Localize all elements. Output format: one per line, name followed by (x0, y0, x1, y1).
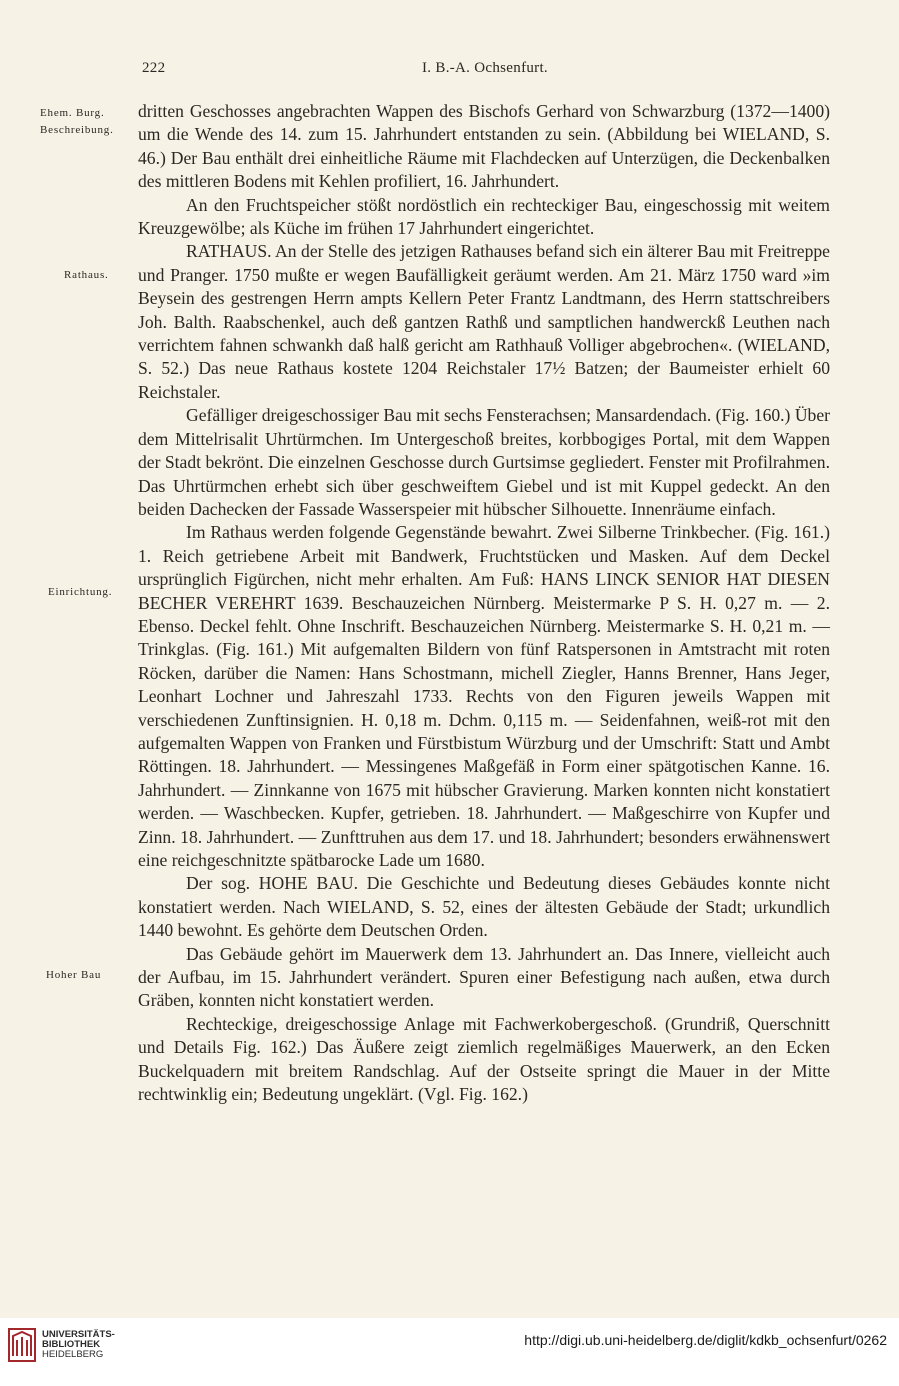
margin-note-ehem-burg: Ehem. Burg. (40, 107, 105, 119)
page-number: 222 (142, 60, 166, 76)
paragraph-rathaus-history: RATHAUS. An der Stelle des jetzigen Rathauses befand sich ein älterer Bau mit Freitreppe und Pranger. 1750 mußte er wegen Baufälligkeit geräumt werden. Am 21. März 1750 ward »im Beysein des gestrengen Herrn ampts Kellern Peter Frantz Landtmann, des Herrn stattschreibers Joh. Balth. Raabschenkel, auch deß gantzen Rathß und samptlichen handwerckß Leuthen nach verrichtem fahnen schwankh daß halß gericht am Rathhauß Volliger abgebrochen«. (WIELAND, S. 52.) Das neue Rathaus kostete 1204 Reichstaler 17½ Batzen; der Baumeister erhielt 60 Reichstaler. (138, 241, 830, 402)
paragraph-rathaus-description: Gefälliger dreigeschossiger Bau mit sechs Fensterachsen; Mansardendach. (Fig. 160.) Über dem Mittelrisalit Uhrtürmchen. Im Untergeschoß breites, korbbogiges Portal, mit dem Wappen der Stadt bekrönt. Die einzelnen Geschosse durch Gurtsimse gegliedert. Fenster mit Profilrahmen. Das Uhrtürmchen erhebt sich über geschweiftem Giebel und ist mit Kuppel gedeckt. An den beiden Dachecken der Fassade Wasserspeier mit hübscher Silhouette. Innenräume einfach. (138, 405, 830, 519)
paragraph-mauerwerk: Das Gebäude gehört im Mauerwerk dem 13. Jahrhundert an. Das Innere, vielleicht auch der Aufbau, im 15. Jahrhundert verändert. Spuren einer Befestigung nach außen, etwa durch Gräben, konnten nicht konstatiert werden. (138, 943, 830, 1011)
university-library-logo-icon (8, 1328, 36, 1362)
paragraph-burg: dritten Geschosses angebrachten Wappen des Bischofs Gerhard von Schwarzburg (1372—1400) um die Wende des 14. zum 15. Jahrhundert entstanden zu sein. (Abbildung bei WIELAND, S. 46.) Der Bau enthält drei einheitliche Räume mit Flachdecken auf Unterzügen, die Deckenbalken des mittleren Bodens mit Kehlen profiliert, 16. Jahrhundert. (138, 101, 830, 192)
paragraph-einrichtung: Im Rathaus werden folgende Gegenstände bewahrt. Zwei Silberne Trinkbecher. (Fig. 161.) 1. Reich getriebene Arbeit mit Bandwerk, Fruchtstücken und Masken. Auf dem Deckel ursprünglich Figürchen, nicht mehr erhalten. Am Fuß: HANS LINCK SENIOR HAT DIESEN BECHER VEREHRT 1639. Beschauzeichen Nürnberg. Meistermarke P S. H. 0,27 m. — 2. Ebenso. Deckel fehlt. Ohne Inschrift. Beschauzeichen Nürnberg. Meistermarke S. H. 0,21 m. — Trinkglas. (Fig. 161.) Mit aufgemalten Bildern von fünf Ratspersonen in Amtstracht mit roten Röcken, darüber die Namen: Hans Schostmann, michell Ziegler, Hanns Brenner, Hans Jeger, Leonhart Lochner und Jahreszahl 1733. Rechts von den Figuren jeweils Wappen mit verschiedenen Zunftinsignien. H. 0,18 m. Dchm. 0,115 m. — Seidenfahnen, weiß-rot mit den aufgemalten Wappen von Franken und Fürstbistum Würzburg und der Umschrift: Statt und Ambt Röttingen. 18. Jahrhundert. — Messingenes Maßgefäß in Form einer spätgotischen Kanne. 16. Jahrhundert. — Zinnkanne von 1675 mit hübscher Gravierung. Marken konnten nicht konstatiert werden. — Waschbecken. Kupfer, getrieben. 18. Jahrhundert. — Maßgeschirre von Kupfer und Zinn. 18. Jahrhundert. — Zunfttruhen aus dem 17. und 18. Jahrhundert; besonders erwähnenswert eine reichgeschnitzte spätbarocke Lade um 1680. (138, 522, 830, 870)
logo-line-2: BIBLIOTHEK (42, 1339, 101, 1350)
running-title: I. B.-A. Ochsenfurt. (422, 60, 548, 76)
paragraph-hoher-bau: Der sog. HOHE BAU. Die Geschichte und Bedeutung dieses Gebäudes konnte nicht konstatiert werden. Nach WIELAND, S. 52, eines der ältesten Gebäude der Stadt; urkundlich 1440 bewohnt. Es gehörte dem Deutschen Orden. (138, 873, 830, 941)
margin-note-beschreibung: Beschreibung. (40, 124, 114, 136)
permalink-url[interactable]: http://digi.ub.uni-heidelberg.de/diglit/kdkb_ochsenfurt/0262 (524, 1332, 887, 1348)
logo-text (42, 1330, 115, 1360)
body-text (138, 100, 830, 1106)
margin-note-hoher-bau: Hoher Bau (46, 969, 102, 981)
margin-note-rathaus: Rathaus. (64, 269, 109, 281)
logo-line-1: UNIVERSITÄTS- (42, 1329, 115, 1340)
paragraph-anlage: Rechteckige, dreigeschossige Anlage mit Fachwerkobergeschoß. (Grundriß, Querschnitt und Details Fig. 162.) Das Äußere zeigt ziemlich regelmäßiges Mauerwerk, an den Ecken Buckelquadern mit breitem Randschlag. Auf der Ostseite springt die Mauer in der Mitte rechtwinklig ein; Bedeutung ungeklärt. (Vgl. Fig. 162.) (138, 1013, 830, 1105)
logo-line-3: HEIDELBERG (42, 1349, 104, 1360)
footer-bar (0, 1318, 899, 1386)
paragraph-kueche: An den Fruchtspeicher stößt nordöstlich ein rechteckiger Bau, eingeschossig mit weitem Kreuzgewölbe; als Küche im frühen 17 Jahrhundert eingerichtet. (138, 194, 830, 239)
margin-note-einrichtung: Einrichtung. (48, 586, 113, 598)
page-header (140, 60, 830, 82)
